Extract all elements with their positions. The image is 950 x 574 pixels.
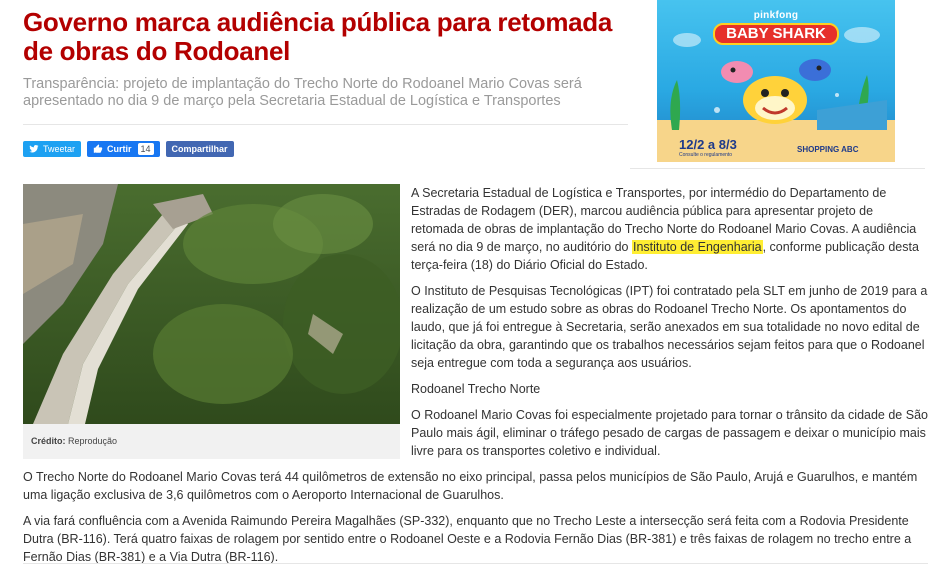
divider	[23, 124, 628, 125]
divider	[23, 563, 928, 564]
ad-mall-logo: SHOPPING ABC	[797, 145, 859, 154]
tweet-label: Tweetar	[43, 144, 76, 154]
twitter-bird-icon	[29, 144, 39, 154]
share-button[interactable]	[166, 141, 234, 157]
photo-credit	[31, 436, 117, 446]
article-title: Governo marca audiência pública para retomada de obras do Rodoanel	[23, 7, 613, 66]
share-bar	[23, 141, 234, 157]
instituto-link[interactable]: Instituto de Engenharia	[632, 240, 762, 254]
article-paragraph: A Secretaria Estadual de Logística e Transportes, por intermédio do Departamento de Estradas de Rodagem (DER), marcou audiência pública para apresentar projeto de retomada de obras de implantação do Trecho Norte do Rodoanel Mario Covas. A audiência será no dia 9 de março, no auditório do Instituto de Engenharia, conforme publicação desta terça-feira (18) do Diário Oficial do Estado.	[411, 186, 919, 272]
article-subheading: Rodoanel Trecho Norte	[411, 382, 541, 396]
ad-brand-top: pinkfong	[753, 10, 799, 21]
photo-credit-label: Crédito:	[31, 436, 66, 446]
article-paragraph: O Rodoanel Mario Covas foi especialmente projetado para tornar o trânsito da cidade de São Paulo mais ágil, eliminar o tráfego pesado de cargas de passagem e deixar o município mais livre para os transportes coletivo e individual.	[411, 408, 928, 458]
article-subtitle: Transparência: projeto de implantação do Trecho Norte do Rodoanel Mario Covas será apresentado no dia 9 de março pela Secretaria Estadual de Logística e Transportes	[23, 76, 582, 109]
like-button[interactable]	[87, 141, 160, 157]
like-label: Curtir	[107, 144, 132, 154]
share-label: Compartilhar	[171, 144, 228, 154]
article-paragraph: O Trecho Norte do Rodoanel Mario Covas terá 44 quilômetros de extensão no eixo principal, passa pelos municípios de São Paulo, Arujá e Guarulhos, e mantém uma ligação exclusiva de 3,6 quilômetros com o Aeroporto Internacional de Guarulhos.	[23, 470, 918, 502]
divider	[630, 168, 925, 169]
thumbs-up-icon	[93, 144, 103, 154]
article-photo	[23, 184, 400, 459]
ad-brand-main: BABY SHARK	[713, 23, 839, 45]
ad-dates-note: Consulte o regulamento	[679, 152, 733, 158]
ad-dates	[679, 137, 737, 158]
ad-dates-value: 12/2 a 8/3	[679, 137, 737, 152]
advertisement-banner[interactable]	[657, 0, 895, 162]
like-count: 14	[138, 143, 154, 155]
aerial-highway-photo	[23, 184, 400, 424]
article-paragraph: O Instituto de Pesquisas Tecnológicas (IPT) foi contratado pela SLT em junho de 2019 para a realização de um estudo sobre as obras do Rodoanel Trecho Norte. Os apontamentos do laudo, que já foi entregue à Secretaria, serão anexados em sua totalidade no novo edital de licitação da obra, garantindo que os trabalhos necessários sejam feitos para que o Rodoanel seja entregue com toda a segurança aos usuários.	[411, 284, 928, 370]
article-paragraph: A via fará confluência com a Avenida Raimundo Pereira Magalhães (SP-332), enquanto que no Trecho Leste a intersecção será feita com a Rodovia Presidente Dutra (BR-116). Terá quatro faixas de rolagem por sentido entre o Rodoanel Oeste e a Rodovia Fernão Dias (BR-381) e três faixas de rolagem no trecho entre a Fernão Dias (BR-381) e a Via Dutra (BR-116).	[23, 514, 912, 564]
tweet-button[interactable]	[23, 141, 81, 157]
photo-credit-value: Reprodução	[68, 436, 118, 446]
